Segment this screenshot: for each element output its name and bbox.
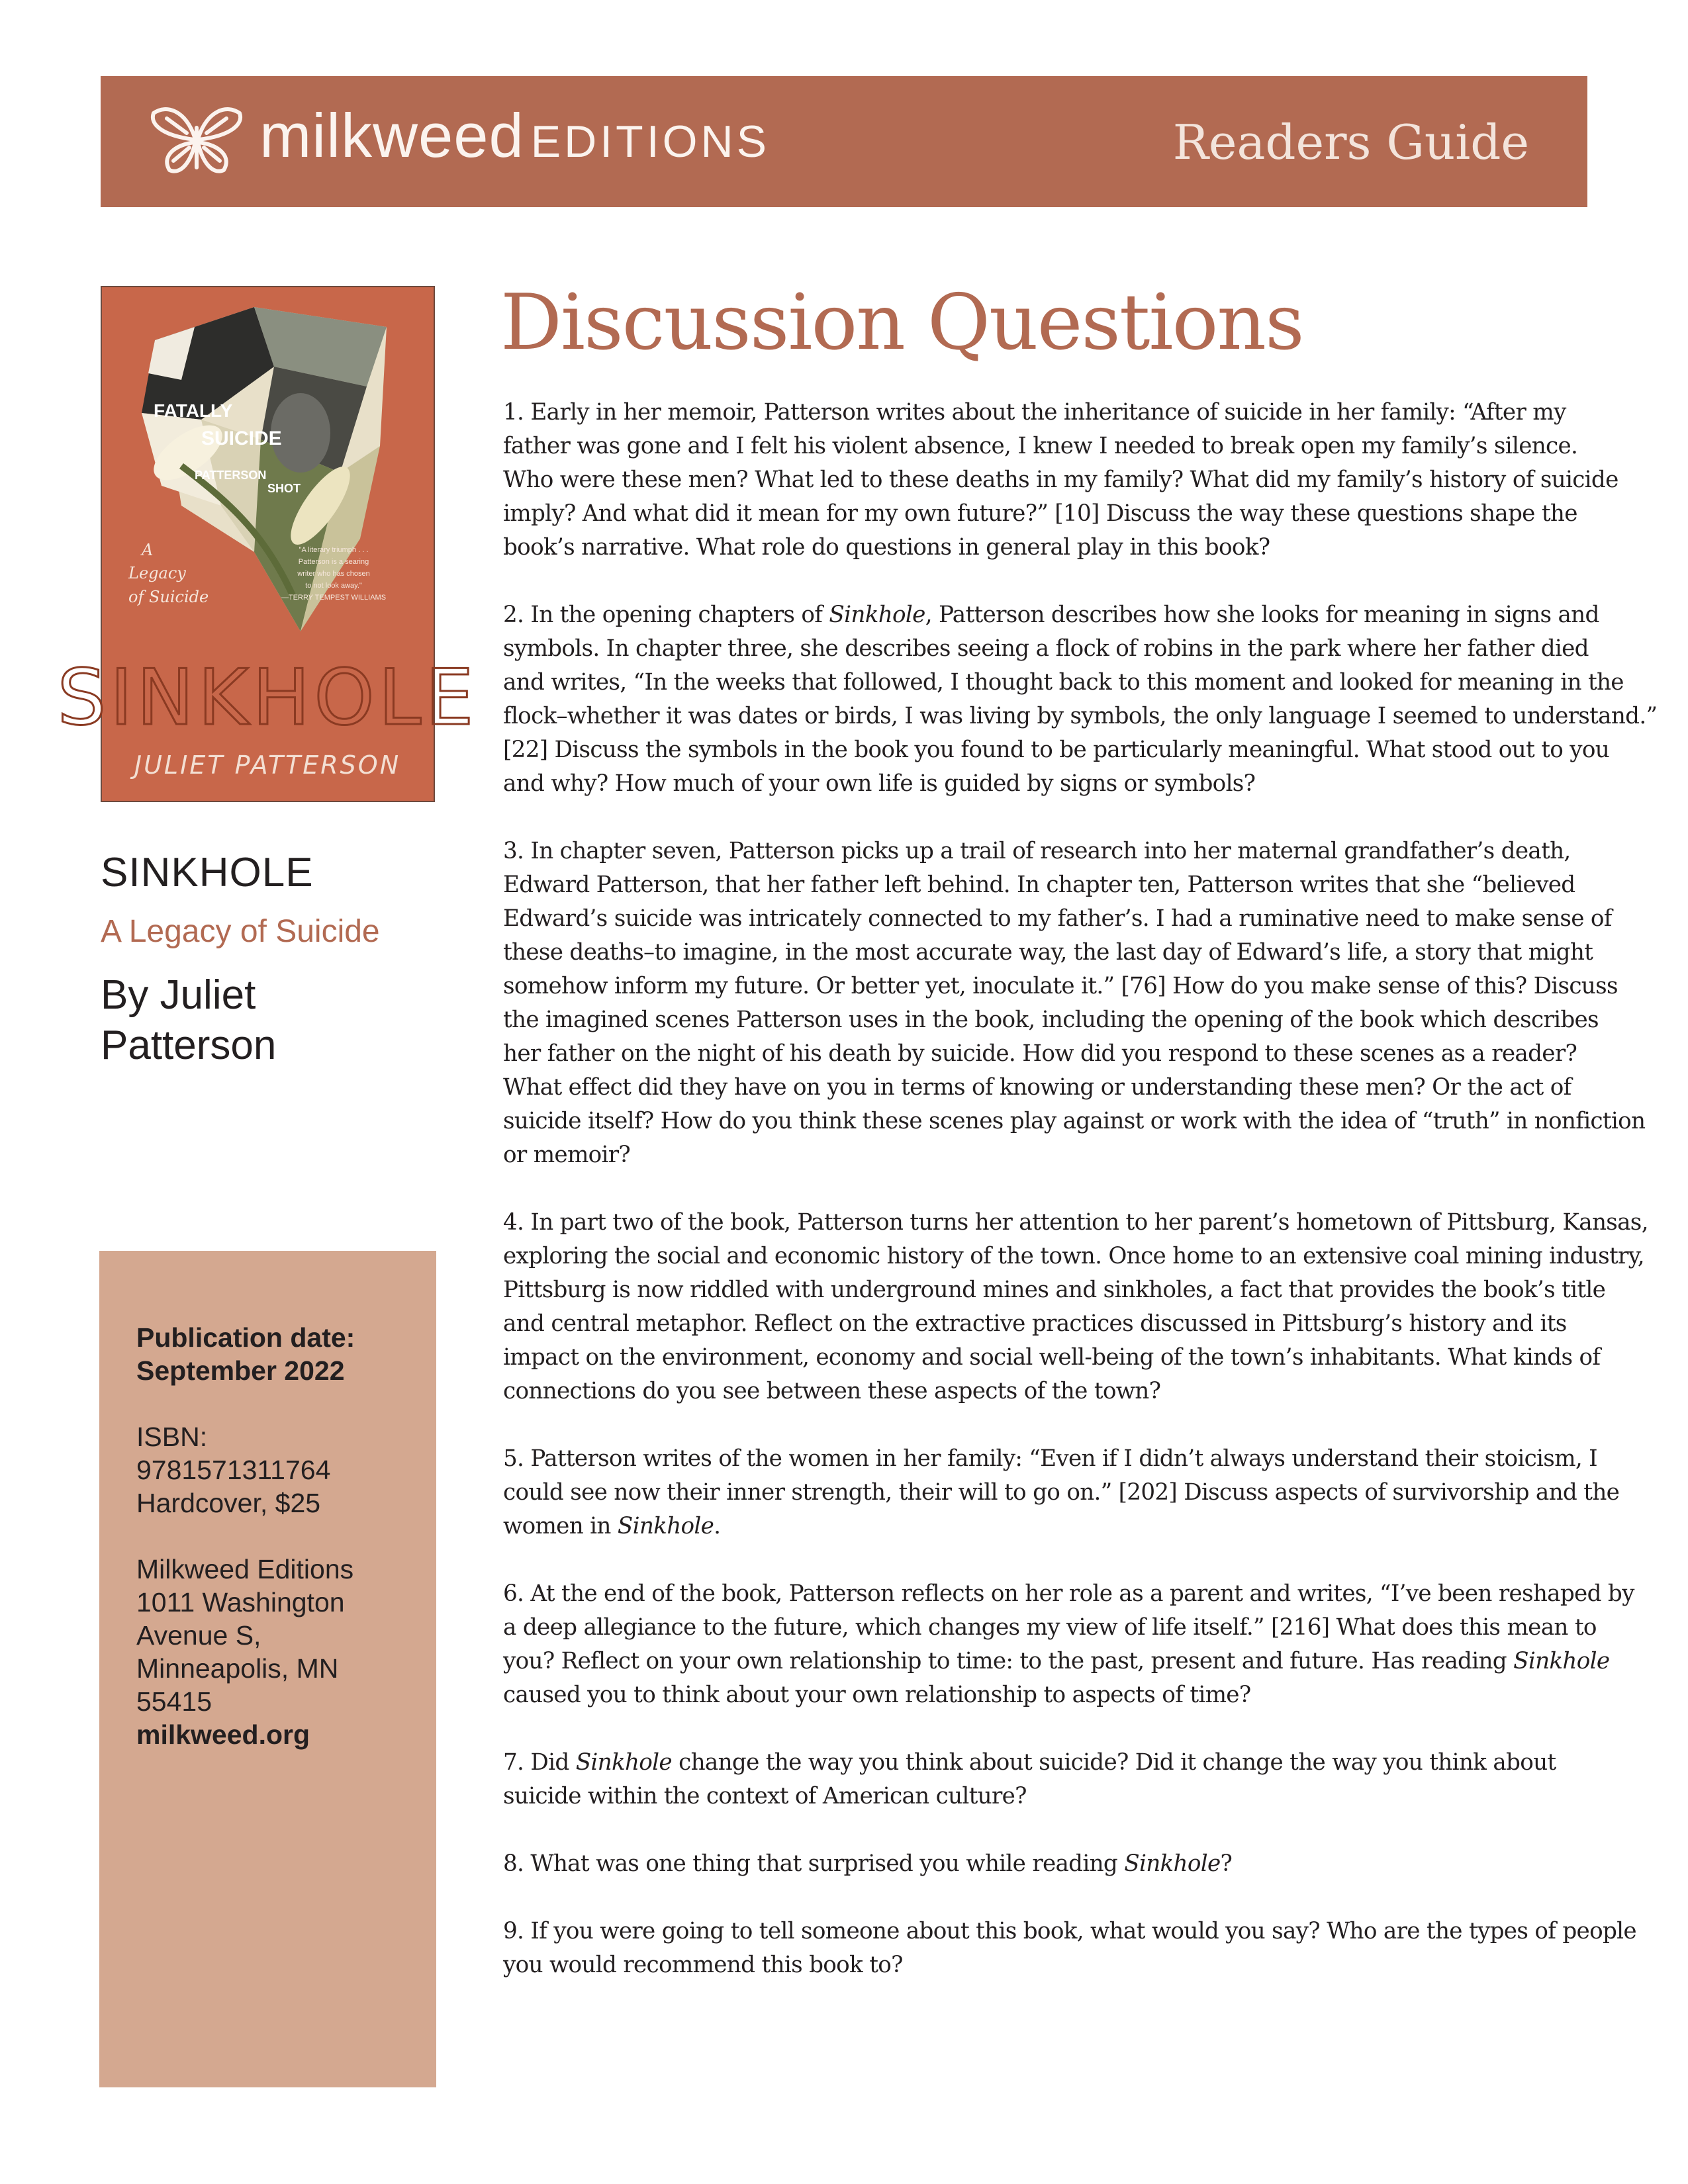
readers-guide-label: Readers Guide (1172, 114, 1529, 170)
question-line: imply? And what did it mean for my own future?” [10] Discuss the way these questions shape the (503, 500, 1577, 527)
question-line: and central metaphor. Reflect on the extractive practices discussed in Pittsburg’s history and its (503, 1310, 1567, 1337)
brand-suffix: EDITIONS (530, 116, 770, 167)
address-line: 55415 (136, 1686, 212, 1717)
author-line: Patterson (101, 1023, 277, 1068)
discussion-heading: Discussion Questions (500, 278, 1303, 367)
question-line: 8. What was one thing that surprised you while reading Sinkhole? (503, 1850, 1233, 1877)
publication-date-label: Publication date: (136, 1322, 355, 1353)
discussion-question (503, 1577, 1634, 1712)
discussion-question (503, 1746, 1589, 1813)
question-line: father was gone and I felt his violent absence, I knew I needed to break open my family’s silence. (503, 433, 1578, 459)
cover-collage-word: FATALLY (154, 400, 233, 421)
question-line: caused you to think about your own relationship to aspects of time? (503, 1682, 1251, 1708)
address-line: Avenue S, (136, 1620, 261, 1651)
question-line: impact on the environment, economy and social well-being of the town’s inhabitants. What kinds of (503, 1344, 1601, 1371)
address-line: 1011 Washington (136, 1587, 345, 1617)
question-line: suicide itself? How do you think these scenes play against or work with the idea of “truth” in nonfiction (503, 1108, 1646, 1134)
cover-collage-word: SUICIDE (201, 428, 282, 449)
cover-collage-word: PATTERSON (195, 469, 267, 482)
question-line: 3. In chapter seven, Patterson picks up a trail of research into her maternal grandfather’s death, (503, 838, 1571, 864)
brand-word: milkweed (259, 101, 524, 170)
question-line: you would recommend this book to? (503, 1952, 903, 1978)
question-line: 1. Early in her memoir, Patterson writes about the inheritance of suicide in her family: “After my (503, 399, 1566, 426)
question-line: 5. Patterson writes of the women in her family: “Even if I didn’t always understand their stoicism, I (503, 1445, 1597, 1472)
question-line: women in Sinkhole. (503, 1513, 721, 1539)
question-line: [22] Discuss the symbols in the book you found to be particularly meaningful. What stood out to you (503, 737, 1610, 763)
publication-info-box (99, 1251, 436, 2087)
book-title-italic: Sinkhole (829, 602, 925, 628)
question-line: book’s narrative. What role do questions in general play in this book? (503, 534, 1270, 561)
question-line: exploring the social and economic history of the town. Once home to an extensive coal mining industry, (503, 1243, 1644, 1269)
cover-blurb-line: —TERRY TEMPEST WILLIAMS (281, 594, 387, 602)
discussion-question (503, 835, 1646, 1172)
svg-text:A: A (142, 541, 154, 559)
publication-date (136, 1321, 410, 1387)
question-line: flock–whether it was dates or birds, I was living by symbols, the only language I seemed to understand.” (503, 703, 1658, 729)
address-line: Milkweed Editions (136, 1554, 354, 1584)
question-line: Edward’s suicide was intricately connected to my father’s. I had a ruminative need to make sense of (503, 905, 1612, 932)
publisher-address (136, 1553, 410, 1751)
isbn-info (136, 1420, 410, 1520)
cover-blurb-line: Patterson is a searing (298, 558, 369, 566)
book-author (101, 970, 445, 1071)
question-line: the imagined scenes Patterson uses in the book, including the opening of the book which describes (503, 1007, 1599, 1033)
book-title-italic: Sinkhole (575, 1749, 672, 1776)
isbn-value: 9781571311764 (136, 1455, 331, 1485)
format-price: Hardcover, $25 (136, 1488, 321, 1518)
question-line: you? Reflect on your own relationship to time: to the past, present and future. Has reading Sinkhole (503, 1648, 1610, 1674)
book-title-italic: Sinkhole (1513, 1648, 1610, 1674)
question-line: and writes, “In the weeks that followed, I thought back to this moment and looked for meaning in the (503, 669, 1624, 696)
question-line: 2. In the opening chapters of Sinkhole, Patterson describes how she looks for meaning in signs and (503, 602, 1599, 628)
question-line: connections do you see between these aspects of the town? (503, 1378, 1161, 1404)
book-cover-image (57, 286, 478, 802)
butterfly-icon (147, 104, 246, 178)
discussion-question (503, 1915, 1636, 1982)
discussion-question (503, 1206, 1648, 1408)
publication-date-value: September 2022 (136, 1355, 345, 1386)
isbn-label: ISBN: (136, 1422, 208, 1452)
cover-artwork (57, 287, 478, 801)
question-line: suicide within the context of American culture? (503, 1783, 1027, 1809)
question-line: 7. Did Sinkhole change the way you think about suicide? Did it change the way you think about (503, 1749, 1556, 1776)
cover-blurb-line: to not look away." (305, 582, 362, 590)
question-line: somehow inform my future. Or better yet, inoculate it.” [76] How do you make sense of this? Discuss (503, 973, 1618, 999)
cover-blurb-line: "A literary triumph . . . (299, 546, 369, 554)
book-subtitle: A Legacy of Suicide (101, 914, 380, 949)
question-line: Who were these men? What led to these deaths in my family? What did my family’s history of suicide (503, 467, 1618, 493)
book-title-italic: Sinkhole (1124, 1850, 1221, 1877)
cover-title: SINKHOLE (57, 653, 478, 743)
cover-author: JULIET PATTERSON (134, 751, 401, 780)
discussion-question (503, 598, 1658, 801)
question-line: and why? How much of your own life is guided by signs or symbols? (503, 770, 1256, 797)
discussion-question (503, 1442, 1620, 1543)
question-line: 4. In part two of the book, Patterson turns her attention to her parent’s hometown of Pittsburg, Kansas, (503, 1209, 1648, 1236)
question-line: 9. If you were going to tell someone about this book, what would you say? Who are the types of people (503, 1918, 1636, 1944)
cover-blurb-line: writer who has chosen (297, 570, 370, 578)
svg-text:Legacy: Legacy (128, 564, 186, 582)
discussion-question (503, 396, 1618, 565)
book-title-italic: Sinkhole (617, 1513, 714, 1539)
address-line: Minneapolis, MN (136, 1653, 339, 1684)
header-band (101, 76, 1587, 207)
question-line: these deaths–to imagine, in the most accurate way, the last day of Edward’s life, a story that might (503, 939, 1593, 966)
book-title: SINKHOLE (101, 850, 314, 895)
brand-name (259, 96, 770, 181)
question-line: Pittsburg is now riddled with underground mines and sinkholes, a fact that provides the book’s title (503, 1277, 1606, 1303)
author-line: By Juliet (101, 972, 256, 1018)
question-line: a deep allegiance to the future, which changes my view of life itself.” [216] What does this mean to (503, 1614, 1597, 1641)
cover-collage-word: SHOT (267, 482, 301, 495)
question-line: 6. At the end of the book, Patterson reflects on her role as a parent and writes, “I’ve been reshaped by (503, 1580, 1634, 1607)
svg-text:of Suicide: of Suicide (128, 588, 209, 606)
website-link[interactable]: milkweed.org (136, 1719, 310, 1750)
discussion-questions-list (503, 396, 1658, 2016)
question-line: or memoir? (503, 1142, 631, 1168)
question-line: her father on the night of his death by suicide. How did you respond to these scenes as a reader? (503, 1040, 1577, 1067)
question-line: symbols. In chapter three, she describes seeing a flock of robins in the park where her father died (503, 635, 1589, 662)
discussion-question (503, 1847, 1589, 1881)
question-line: could see now their inner strength, their will to go on.” [202] Discuss aspects of survivorship and the (503, 1479, 1620, 1506)
question-line: What effect did they have on you in terms of knowing or understanding these men? Or the act of (503, 1074, 1571, 1101)
question-line: Edward Patterson, that her father left behind. In chapter ten, Patterson writes that she “believed (503, 872, 1575, 898)
